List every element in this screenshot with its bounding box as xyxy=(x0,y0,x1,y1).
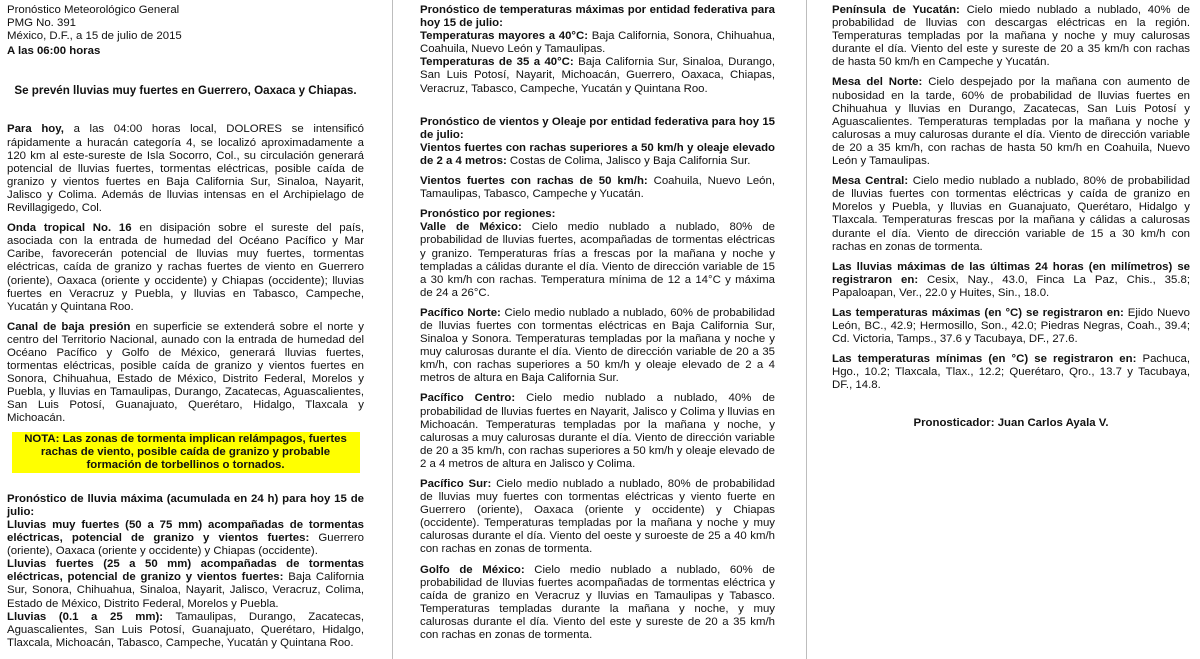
region-mesa-central-text: Cielo medio nublado a nublado, 80% de probabilidad de lluvias fuertes con tormentas eléctricas y caída de granizo en Morelos y Puebla, y lluvias en Guanajuato, Querétaro, Hidalgo y Tlaxcala. Temperaturas frescas por la mañana y cálidas a calurosas durante el día. Viento de dirección variable de 15 a 30 km/h con rachas en zonas de tormenta. xyxy=(832,175,1190,253)
registro-lluvias-lead: Las lluvias máximas de las últimas 24 horas (en milímetros) se registraron en: xyxy=(832,260,1190,286)
region-pac-sur-lead: Pacífico Sur: xyxy=(420,478,492,490)
region-mesa-central-paragraph xyxy=(832,175,1190,254)
lluvias-muy-fuertes-lead: Lluvias muy fuertes (50 a 75 mm) acompañadas de tormentas eléctricas, potencial de granizo y vientos fuertes: xyxy=(7,519,364,545)
region-mesa-norte-paragraph xyxy=(832,76,1190,168)
para-hoy-text: a las 04:00 horas local, DOLORES se intensificó rápidamente a huracán categoría 4, se localizó aproximadamente a 120 km al este-sureste de Isla Socorro, Col., su circulación generará potencial de lluvias fuertes, tormentas eléctricas, posible caída de granizo y vientos fuertes en Baja California Sur, Sinaloa, Nayarit, Jalisco y Colima. Además de lluvias intensas en el Archipielago de Revillagigedo, Col. xyxy=(7,123,364,215)
para-hoy-paragraph xyxy=(7,123,364,215)
region-valle-text: Cielo medio nublado a nublado, 80% de probabilidad de lluvias fuertes, acompañadas de tormentas eléctricas y granizo. Temperaturas frías a frescas por la mañana y noche y templadas a cálidas durante el día. Viento de dirección variable de 15 a 30 km/h con rachas. Temperatura mínima de 12 a 14°C y máxima de 24 a 26°C. xyxy=(420,221,776,299)
registro-tmax-paragraph xyxy=(832,307,1190,346)
region-pac-centro-paragraph xyxy=(420,392,775,471)
region-golfo-text: Cielo medio nublado a nublado, 60% de probabilidad de lluvias fuertes acompañadas de tormentas eléctrica y caída de granizo en Veracruz y lluvias en Tamaulipas y Tabasco. Temperaturas templadas durante la mañana y noche, y muy calurosas durante el día. Viento del este y sureste de 20 a 35 km/h con rachas en zonas de tormenta. xyxy=(420,563,776,642)
lluvias-lead: Lluvias (0.1 a 25 mm): xyxy=(7,610,164,623)
registro-tmin-text: Pachuca, Hgo., 10.2; Tlaxcala, Tlax., 12.2; Querétaro, Qro., 13.7 y Tacubaya, DF., 14.8. xyxy=(832,353,1190,392)
region-pac-centro-lead: Pacífico Centro: xyxy=(420,392,516,405)
region-mesa-norte-lead: Mesa del Norte: xyxy=(832,76,923,89)
region-mesa-central-lead: Mesa Central: xyxy=(832,175,909,188)
temperaturas-title-text: Pronóstico de temperaturas máximas por entidad federativa para hoy 15 de julio: xyxy=(420,4,775,30)
vientos-rachas-lead: Vientos fuertes con rachas de 50 km/h: xyxy=(420,175,648,188)
lluvias-muy-fuertes-text: Guerrero (oriente), Oaxaca (oriente y occidente) y Chiapas (occidente). xyxy=(7,532,364,558)
region-pac-sur-paragraph xyxy=(420,478,775,557)
vientos-title xyxy=(420,116,775,142)
forecaster-signature: Pronosticador: Juan Carlos Ayala V. xyxy=(913,416,1109,429)
temp-rango-text: Baja California Sur, Sinaloa, Durango, San Luis Potosí, Nayarit, Michoacán, Guerrero, Oaxaca, Chiapas, Veracruz, Tabasco, Campeche, Yucatán y Quintana Roo. xyxy=(420,56,775,95)
lluvias-text: Tamaulipas, Durango, Zacatecas, Aguascalientes, San Luis Potosí, Guanajuato, Querétaro, Hidalgo, Tlaxcala, Michoacán, Tabasco, Campeche, Yucatán y Quintana Roo. xyxy=(7,610,365,649)
lluvias-muy-fuertes-paragraph xyxy=(7,519,364,558)
regiones-title xyxy=(420,208,775,221)
registro-lluvias-paragraph xyxy=(832,261,1190,300)
forecast-title: Pronóstico Meteorológico General xyxy=(7,4,180,16)
regiones-title-text: Pronóstico por regiones: xyxy=(420,208,556,221)
nota-highlight: NOTA: Las zonas de tormenta implican relámpagos, fuertes rachas de viento, posible caída de granizo y probable formación de torbellinos o tornados. xyxy=(12,432,360,473)
registro-tmax-lead: Las temperaturas máximas (en °C) se registraron en: xyxy=(832,306,1124,319)
column-divider xyxy=(806,0,807,659)
region-mesa-norte-text: Cielo despejado por la mañana con aumento de nubosidad en la tarde, 60% de probabilidad de lluvias fuertes en Chihuahua y lluvias en Durango, Zacatecas, San Luis Potosí y Aguascalientes. Temperaturas templadas por la mañana y noche y calurosas a muy calurosas durante el día. Viento de dirección variable de 20 a 35 km/h, con rachas de hasta 50 km/h en Coahuila, Nuevo León y Tamaulipas. xyxy=(832,76,1190,168)
region-pac-norte-lead: Pacífico Norte: xyxy=(420,306,501,319)
registro-tmin-lead: Las temperaturas mínimas (en °C) se registraron en: xyxy=(832,353,1137,366)
region-pac-centro-text: Cielo medio nublado a nublado, 40% de probabilidad de lluvias fuertes en Nayarit, Jalisco y Colima y lluvias en Michoacán. Temperaturas templadas por la mañana y noche, y calurosas a muy calurosas durante el día. Viento de dirección variable de 20 a 35 km/h, con rachas superiores a 50 km/h y oleaje elevado de 2 a 4 metros de altura en Jalisco y Colima. xyxy=(420,392,775,470)
canal-baja-text: en superficie se extenderá sobre el norte y centro del Territorio Nacional, aunado con la entrada de humedad del Océano Pacífico y Golfo de México, generará lluvias fuertes, tormentas eléctricas, posible caída de granizo y vientos fuertes en Sonora, Chihuahua, Estado de México, Distrito Federal, Morelos y Puebla, y lluvias en Tamaulipas, Durango, Zacatecas, Aguascalientes, San Luis Potosí, Guanajuato, Querétaro, Hidalgo, Tlaxcala y Michoacán. xyxy=(7,320,364,425)
onda-tropical-text: en disipación sobre el sureste del país, asociada con la entrada de humedad del Océano Pacífico y Mar Caribe, favorecerán potencial de lluvias muy fuertes, tormentas eléctricas, caída de granizo y rachas fuertes de viento en Guerrero (oriente), Oaxaca (oriente y occidente) y Chiapas (occidente); lluvias fuertes en Veracruz y Puebla, y lluvias en Tabasco, Campeche, Yucatán y Quintana Roo. xyxy=(7,222,364,313)
registro-tmin-paragraph xyxy=(832,353,1190,392)
region-valle-paragraph xyxy=(420,221,775,300)
onda-tropical-paragraph xyxy=(7,222,364,314)
region-pac-norte-text: Cielo medio nublado a nublado, 60% de probabilidad de lluvias fuertes con tormentas eléctricas en Baja California Sur, Sinaloa y Sonora. Temperaturas templadas por la mañana y noche y muy calurosas durante el día. Viento de dirección variable de 20 a 35 km/h, con rachas superiores a 50 km/h y oleaje elevado de 2 a 4 metros de altura en Baja California Sur. xyxy=(420,306,775,385)
temp-mayores40-paragraph xyxy=(420,30,775,56)
lluvias-paragraph xyxy=(7,611,364,650)
vientos-oleaje-paragraph xyxy=(420,142,775,168)
temp-mayores40-lead: Temperaturas mayores a 40°C: xyxy=(420,30,588,43)
lluvia-maxima-title-text: Pronóstico de lluvia máxima (acumulada en 24 h) para hoy 15 de julio: xyxy=(7,492,364,518)
nota-container xyxy=(7,432,364,473)
vientos-oleaje-text: Costas de Colima, Jalisco y Baja California Sur. xyxy=(506,154,751,167)
lluvias-fuertes-text: Baja California Sur, Sonora, Chihuahua, Sinaloa, Nayarit, Jalisco, Veracruz, Colima, Estado de México, Distrito Federal, Morelos y Puebla. xyxy=(7,571,364,610)
registro-lluvias-text: Cesix, Nay., 43.0, Finca La Paz, Chis., 35.8; Papaloapan, Ver., 22.0 y Huites, Sin., 18.0. xyxy=(832,273,1190,299)
para-hoy-lead: Para hoy, xyxy=(7,123,64,136)
column-1 xyxy=(7,4,364,650)
temp-rango-paragraph xyxy=(420,56,775,95)
region-valle-lead: Valle de México: xyxy=(420,221,522,234)
temp-rango-lead: Temperaturas de 35 a 40°C: xyxy=(420,56,574,69)
region-pac-norte-paragraph xyxy=(420,307,775,386)
vientos-rachas-paragraph xyxy=(420,175,775,201)
column-2 xyxy=(420,4,775,642)
region-yucatan-text: Cielo miedo nublado a nublado, 40% de probabilidad de lluvias con descargas eléctricas en la región. Temperaturas templadas por la mañana y noche y muy calurosas durante el día. Viento del este y sureste de 20 a 35 km/h con rachas de hasta 50 km/h en Campeche y Yucatán. xyxy=(832,4,1190,69)
vientos-rachas-text: Coahuila, Nuevo León, Tamaulipas, Tabasco, Campeche y Yucatán. xyxy=(420,175,775,201)
temp-mayores40-text: Baja California, Sonora, Chihuahua, Coahuila, Nuevo León y Tamaulipas. xyxy=(420,30,775,56)
forecast-place-date: México, D.F., a 15 de julio de 2015 xyxy=(7,30,182,43)
region-yucatan-paragraph xyxy=(832,4,1190,69)
column-3 xyxy=(832,4,1190,430)
canal-baja-paragraph xyxy=(7,321,364,426)
region-golfo-lead: Golfo de México: xyxy=(420,563,525,576)
region-golfo-paragraph xyxy=(420,564,775,643)
vientos-oleaje-lead: Vientos fuertes con rachas superiores a 50 km/h y oleaje elevado de 2 a 4 metros: xyxy=(420,141,775,167)
headline: Se prevén lluvias muy fuertes en Guerrero, Oaxaca y Chiapas. xyxy=(14,84,357,98)
registro-tmax-text: Ejido Nuevo León, BC., 42.9; Hermosillo, Son., 42.0; Piedras Negras, Coah., 39.4; Cd. Victoria, Tamps., 37.6 y Tacubaya, DF., 27.6. xyxy=(832,306,1190,346)
column-divider xyxy=(392,0,393,659)
forecast-header xyxy=(7,4,364,58)
lluvias-fuertes-lead: Lluvias fuertes (25 a 50 mm) acompañadas de tormentas eléctricas, potencial de granizo y vientos fuertes: xyxy=(7,558,364,584)
lluvias-fuertes-paragraph xyxy=(7,558,364,610)
forecast-time: A las 06:00 horas xyxy=(7,45,101,58)
lluvia-maxima-title xyxy=(7,493,364,519)
region-pac-sur-text: Cielo medio nublado a nublado, 80% de probabilidad de lluvias muy fuertes con tormentas eléctricas y viento fuerte en Guerrero (oriente), Oaxaca (oriente y occidente) y Chiapas (occidente). Temperaturas templadas por la mañana y noche y muy calurosas durante el día. Viento del oeste y suroeste de 25 a 40 km/h con rachas en zonas de tormenta. xyxy=(420,478,775,556)
region-yucatan-lead: Península de Yucatán: xyxy=(832,4,960,16)
onda-tropical-lead: Onda tropical No. 16 xyxy=(7,222,132,235)
forecast-number: PMG No. 391 xyxy=(7,17,77,30)
vientos-title-text: Pronóstico de vientos y Oleaje por entidad federativa para hoy 15 de julio: xyxy=(420,115,775,141)
temperaturas-title xyxy=(420,4,775,30)
canal-baja-lead: Canal de baja presión xyxy=(7,320,131,333)
